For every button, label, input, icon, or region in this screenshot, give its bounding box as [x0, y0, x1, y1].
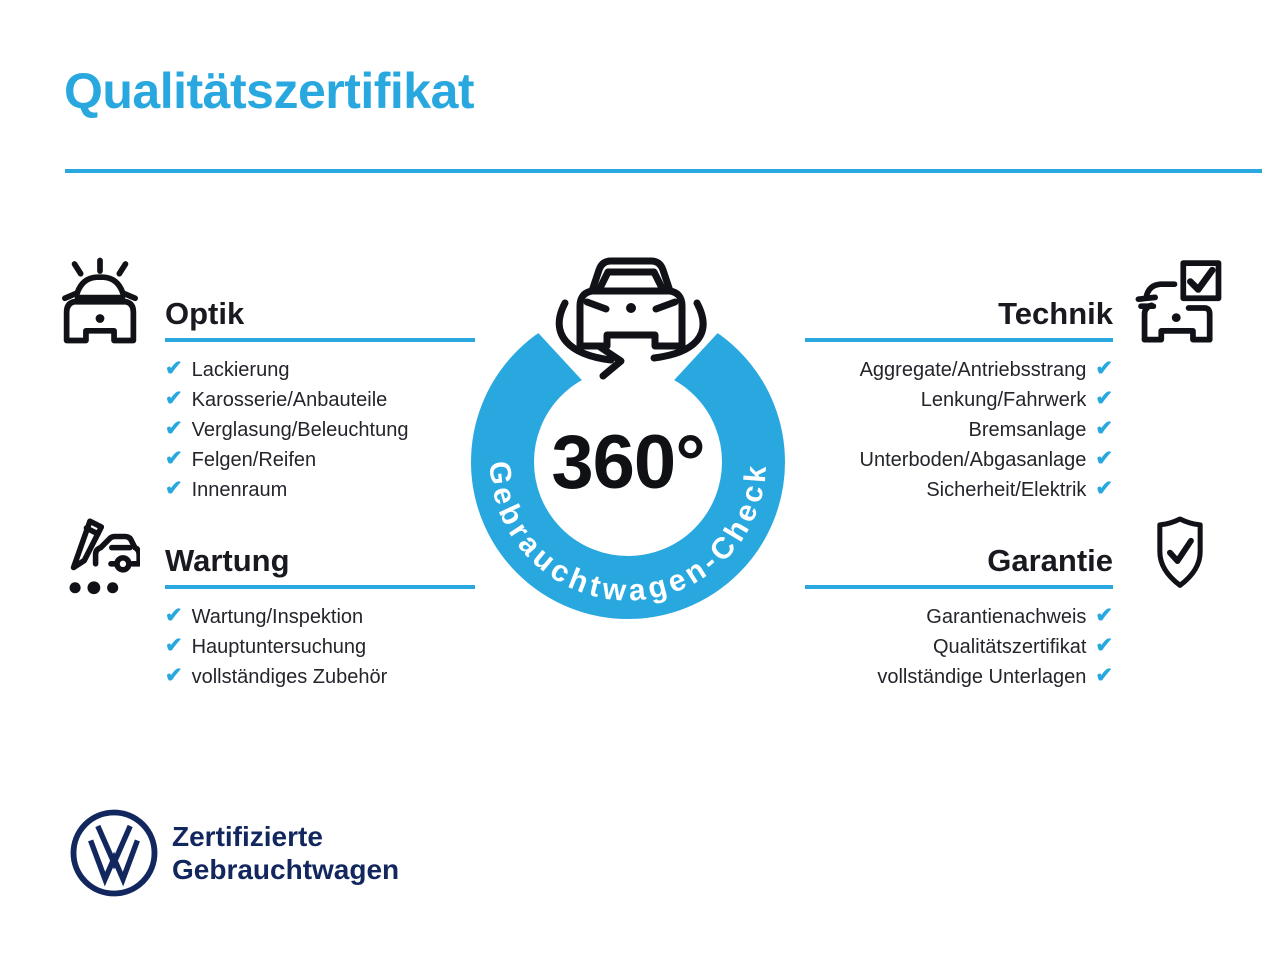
- check-icon: ✔: [1095, 664, 1113, 687]
- page-title: Qualitätszertifikat: [64, 63, 475, 119]
- list-item-label: Lackierung: [191, 359, 290, 381]
- list-item-label: Lenkung/Fahrwerk: [920, 389, 1087, 411]
- list-item: [165, 602, 475, 632]
- list-item: [805, 385, 1113, 415]
- section-underline: [165, 585, 475, 589]
- checklist: [805, 355, 1113, 505]
- section-optik: [165, 296, 475, 505]
- check-icon: ✔: [1095, 417, 1113, 440]
- list-item: [805, 355, 1113, 385]
- list-item: [805, 662, 1113, 692]
- title-divider: [65, 169, 1262, 173]
- section-heading: Optik: [165, 296, 245, 331]
- list-item-label: Felgen/Reifen: [191, 449, 317, 471]
- check-icon: ✔: [165, 664, 183, 687]
- section-heading: Garantie: [987, 543, 1113, 578]
- section-underline: [165, 338, 475, 342]
- list-item: [165, 632, 475, 662]
- check-icon: ✔: [165, 634, 183, 657]
- list-item: [805, 475, 1113, 505]
- list-item-label: vollständiges Zubehör: [191, 666, 388, 688]
- list-item-label: Bremsanlage: [968, 419, 1087, 441]
- section-heading: Wartung: [165, 543, 290, 578]
- check-icon: ✔: [165, 604, 183, 627]
- checklist: [165, 602, 475, 692]
- check-icon: ✔: [1095, 357, 1113, 380]
- section-underline: [805, 338, 1113, 342]
- checklist: [805, 602, 1113, 692]
- check-icon: ✔: [1095, 477, 1113, 500]
- section-technik: [805, 296, 1113, 505]
- checklist: [165, 355, 475, 505]
- list-item-label: Karosserie/Anbauteile: [191, 389, 388, 411]
- list-item-label: Verglasung/Beleuchtung: [191, 419, 409, 441]
- list-item: [805, 415, 1113, 445]
- check-icon: ✔: [1095, 387, 1113, 410]
- list-item: [165, 415, 475, 445]
- section-garantie: [805, 543, 1113, 692]
- list-item-label: Hauptuntersuchung: [191, 636, 367, 658]
- degrees-label: 360°: [551, 420, 705, 505]
- footer-brand-text: [172, 820, 399, 886]
- service-pencil-car-icon: [58, 514, 140, 600]
- list-item-label: Sicherheit/Elektrik: [926, 479, 1087, 501]
- vw-logo: [69, 808, 159, 903]
- list-item-label: Qualitätszertifikat: [933, 636, 1087, 658]
- section-underline: [805, 585, 1113, 589]
- list-item-label: vollständige Unterlagen: [877, 666, 1087, 688]
- list-item: [165, 662, 475, 692]
- check-360-badge: [448, 245, 808, 630]
- check-icon: ✔: [1095, 604, 1113, 627]
- check-icon: ✔: [165, 357, 183, 380]
- list-item: [805, 445, 1113, 475]
- check-icon: ✔: [1095, 634, 1113, 657]
- list-item-label: Innenraum: [191, 479, 288, 501]
- list-item: [165, 355, 475, 385]
- ring-label: Gebrauchtwagen-Check: [482, 459, 774, 609]
- list-item-label: Garantienachweis: [926, 606, 1087, 628]
- list-item: [165, 385, 475, 415]
- list-item: [805, 602, 1113, 632]
- check-icon: ✔: [165, 417, 183, 440]
- footer-line1: Zertifizierte: [172, 821, 323, 852]
- list-item: [805, 632, 1113, 662]
- shield-check-icon: [1146, 514, 1214, 598]
- car-shine-icon: [56, 257, 144, 351]
- list-item: [165, 475, 475, 505]
- section-wartung: [165, 543, 475, 692]
- check-icon: ✔: [1095, 447, 1113, 470]
- footer-line2: Gebrauchtwagen: [172, 854, 400, 885]
- list-item-label: Wartung/Inspektion: [191, 606, 364, 628]
- check-icon: ✔: [165, 447, 183, 470]
- car-checklist-icon: [1134, 256, 1222, 352]
- list-item: [165, 445, 475, 475]
- list-item-label: Unterboden/Abgasanlage: [859, 449, 1087, 471]
- list-item-label: Aggregate/Antriebsstrang: [859, 359, 1087, 381]
- section-heading: Technik: [998, 296, 1113, 331]
- check-icon: ✔: [165, 387, 183, 410]
- check-icon: ✔: [165, 477, 183, 500]
